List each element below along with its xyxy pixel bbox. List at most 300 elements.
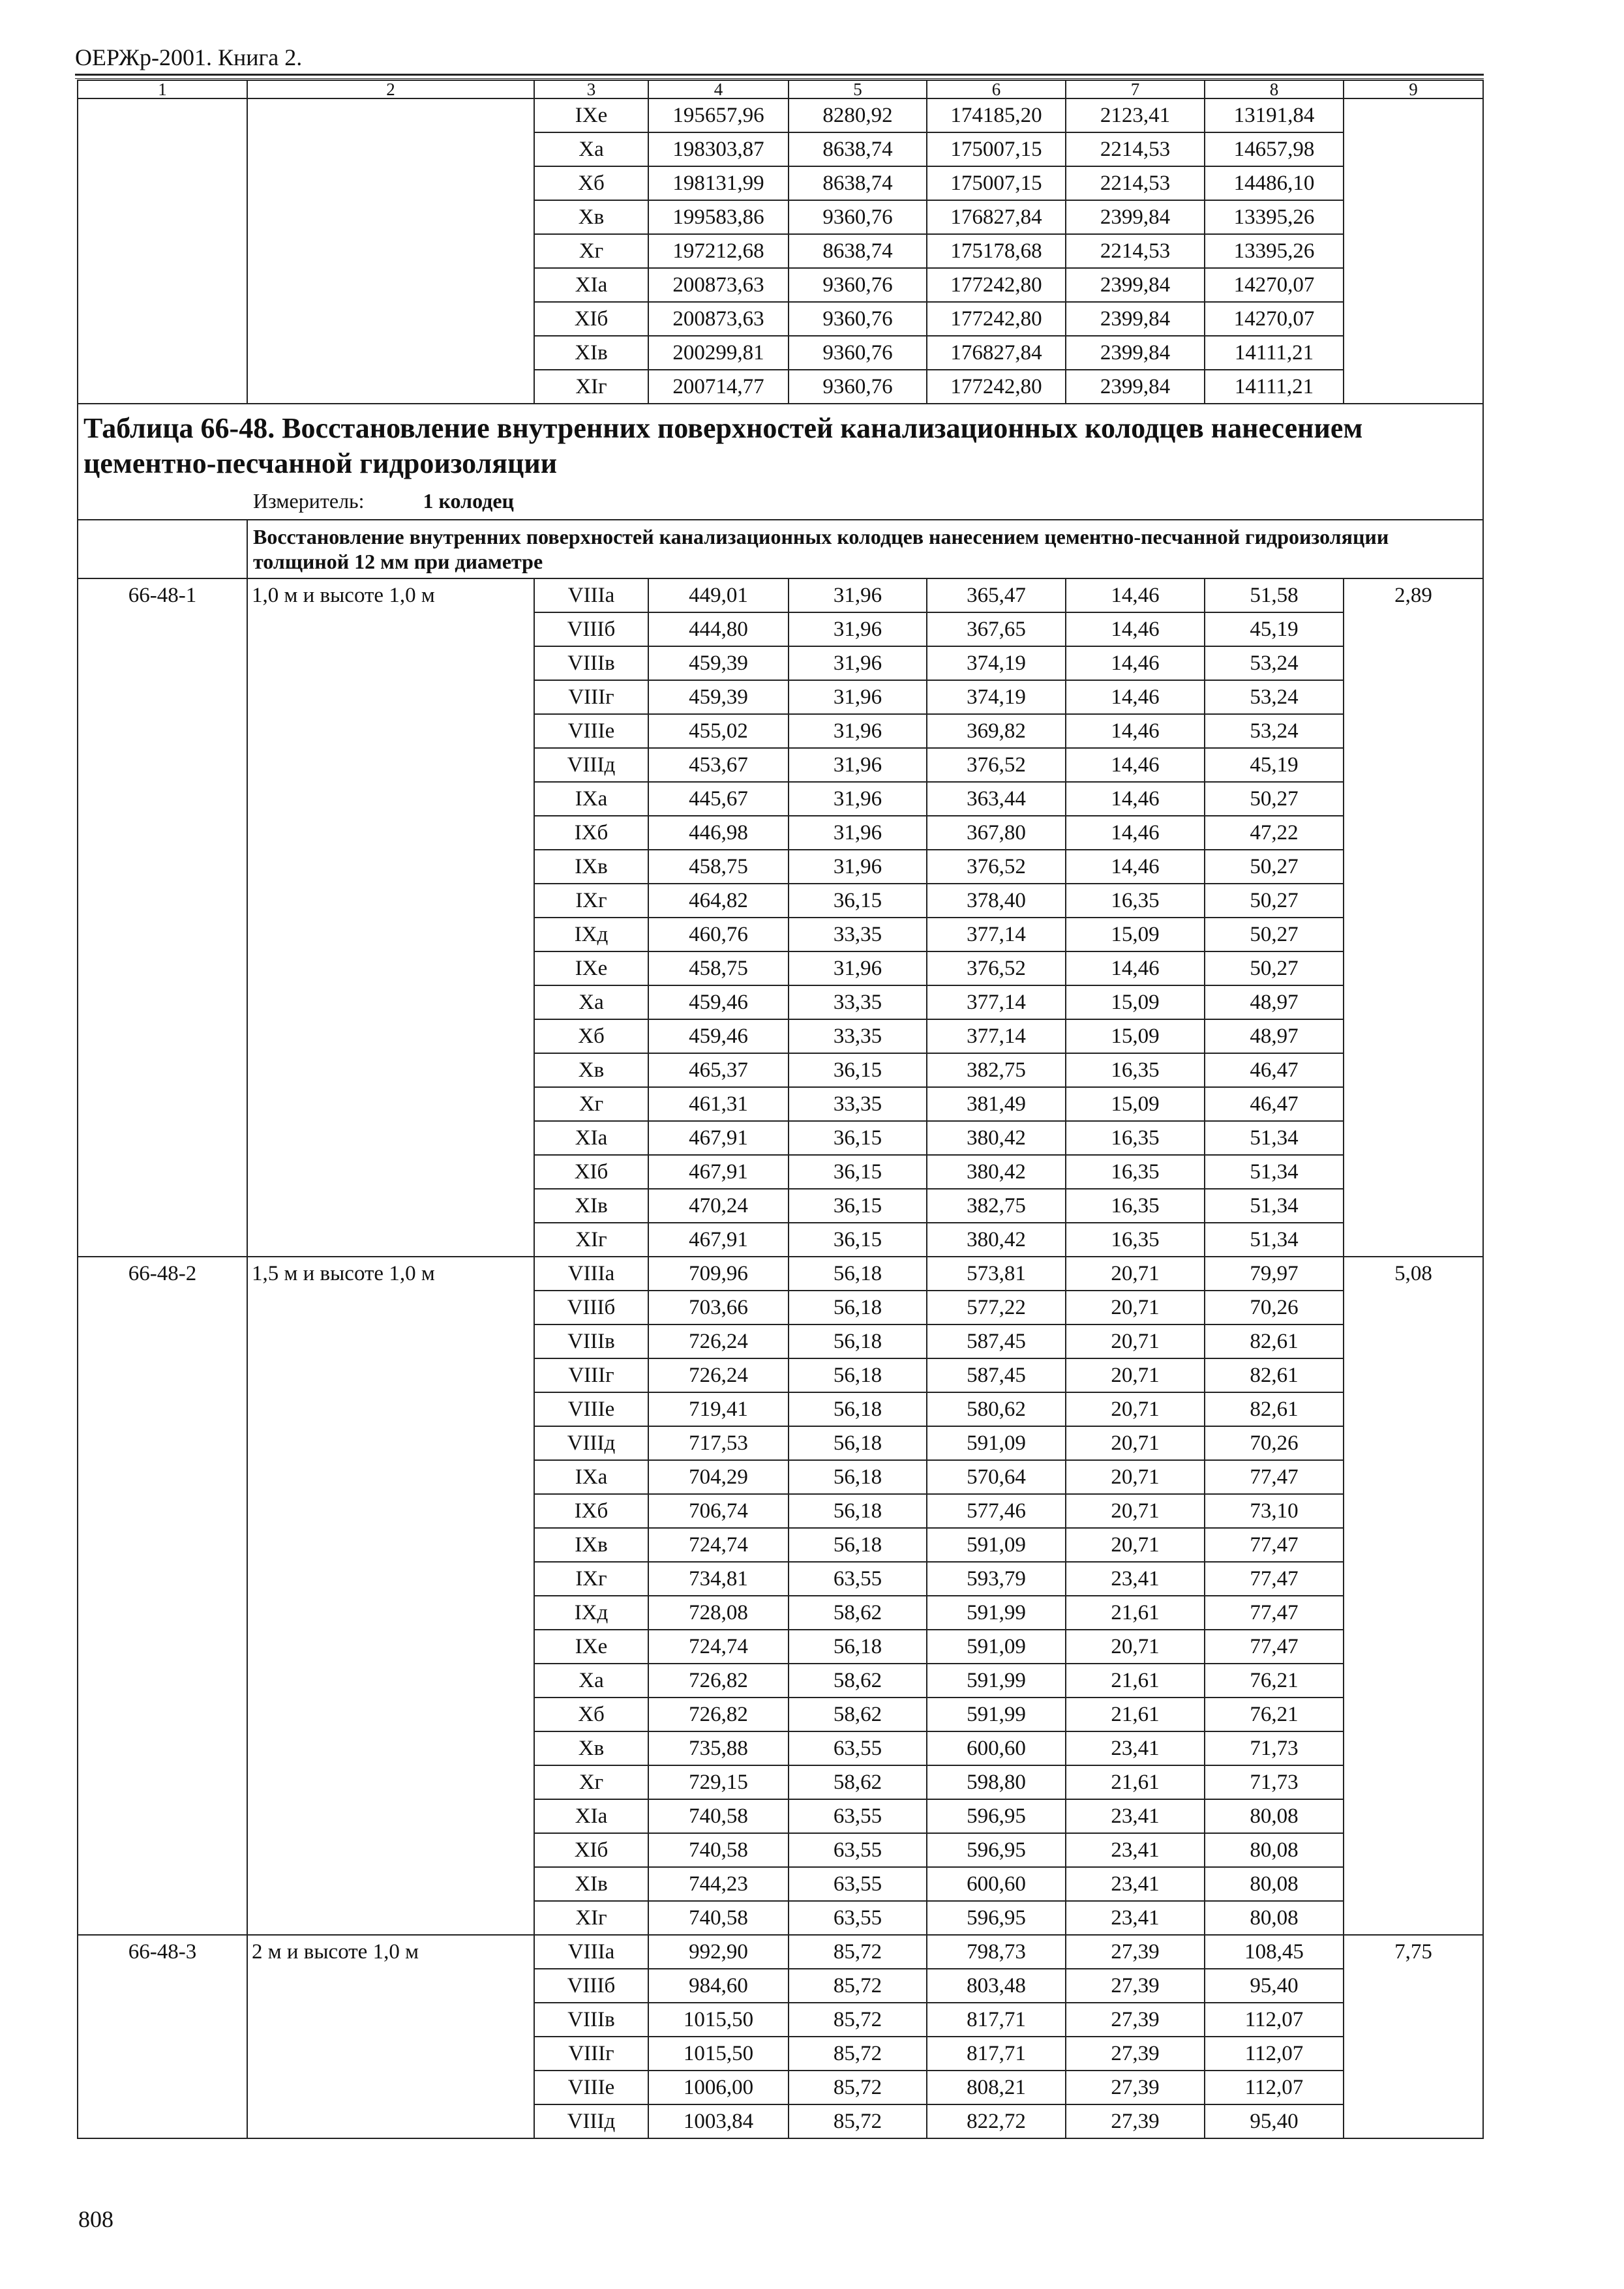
zone-cell: XIг xyxy=(534,1901,648,1935)
value-cell: 822,72 xyxy=(927,2104,1066,2138)
zone-cell: IXе xyxy=(534,1630,648,1664)
value-cell: 458,75 xyxy=(648,951,789,985)
value-cell: 33,35 xyxy=(789,1087,927,1121)
value-cell: 79,97 xyxy=(1205,1257,1344,1291)
value-cell: 200714,77 xyxy=(648,370,789,404)
value-cell: 112,07 xyxy=(1205,2003,1344,2037)
zone-cell: Xв xyxy=(534,1053,648,1087)
zone-cell: VIIIг xyxy=(534,1358,648,1392)
value-cell: 51,34 xyxy=(1205,1189,1344,1223)
zone-cell: XIб xyxy=(534,302,648,336)
zone-cell: VIIIе xyxy=(534,2071,648,2104)
value-cell: 20,71 xyxy=(1066,1324,1205,1358)
zone-cell: Xг xyxy=(534,1087,648,1121)
value-cell: 58,62 xyxy=(789,1765,927,1799)
value-cell: 176827,84 xyxy=(927,336,1066,370)
value-cell: 16,35 xyxy=(1066,1223,1205,1257)
value-cell: 378,40 xyxy=(927,884,1066,918)
value-cell: 70,26 xyxy=(1205,1291,1344,1324)
value-cell: 20,71 xyxy=(1066,1358,1205,1392)
value-cell: 598,80 xyxy=(927,1765,1066,1799)
column-number: 6 xyxy=(927,80,1066,98)
value-cell: 377,14 xyxy=(927,985,1066,1019)
value-cell: 175007,15 xyxy=(927,132,1066,166)
value-cell: 23,41 xyxy=(1066,1867,1205,1901)
value-cell: 459,39 xyxy=(648,680,789,714)
value-cell: 14,46 xyxy=(1066,782,1205,816)
value-cell: 591,99 xyxy=(927,1698,1066,1731)
zone-cell: IXб xyxy=(534,816,648,850)
value-cell: 177242,80 xyxy=(927,268,1066,302)
value-cell: 573,81 xyxy=(927,1257,1066,1291)
value-cell: 27,39 xyxy=(1066,2104,1205,2138)
zone-cell: Xб xyxy=(534,166,648,200)
value-cell: 446,98 xyxy=(648,816,789,850)
value-cell: 2214,53 xyxy=(1066,166,1205,200)
value-cell: 467,91 xyxy=(648,1155,789,1189)
value-cell: 27,39 xyxy=(1066,1935,1205,1969)
rate-code: 66-48-2 xyxy=(78,1257,247,1935)
value-cell: 63,55 xyxy=(789,1799,927,1833)
value-cell: 726,82 xyxy=(648,1664,789,1698)
zone-cell: IXв xyxy=(534,850,648,884)
value-cell: 803,48 xyxy=(927,1969,1066,2003)
value-cell: 27,39 xyxy=(1066,2037,1205,2071)
value-cell: 1003,84 xyxy=(648,2104,789,2138)
value-cell: 21,61 xyxy=(1066,1765,1205,1799)
value-cell: 577,46 xyxy=(927,1494,1066,1528)
value-cell: 459,39 xyxy=(648,646,789,680)
value-cell: 798,73 xyxy=(927,1935,1066,1969)
value-cell: 20,71 xyxy=(1066,1257,1205,1291)
value-cell: 20,71 xyxy=(1066,1630,1205,1664)
column-number: 8 xyxy=(1205,80,1344,98)
value-cell: 51,34 xyxy=(1205,1121,1344,1155)
zone-cell: XIв xyxy=(534,336,648,370)
header-rule-thin xyxy=(75,78,1484,79)
value-cell: 51,34 xyxy=(1205,1155,1344,1189)
value-cell: 56,18 xyxy=(789,1460,927,1494)
value-cell: 82,61 xyxy=(1205,1324,1344,1358)
value-cell: 16,35 xyxy=(1066,884,1205,918)
value-cell: 367,65 xyxy=(927,612,1066,646)
value-cell: 13191,84 xyxy=(1205,98,1344,132)
value-cell: 591,09 xyxy=(927,1630,1066,1664)
value-cell: 591,09 xyxy=(927,1528,1066,1562)
value-cell: 470,24 xyxy=(648,1189,789,1223)
value-cell: 455,02 xyxy=(648,714,789,748)
zone-cell: Xв xyxy=(534,200,648,234)
zone-cell: VIIIб xyxy=(534,1291,648,1324)
value-cell: 175178,68 xyxy=(927,234,1066,268)
rate-code: 66-48-1 xyxy=(78,578,247,1257)
value-cell: 728,08 xyxy=(648,1596,789,1630)
value-cell: 36,15 xyxy=(789,1223,927,1257)
value-cell: 195657,96 xyxy=(648,98,789,132)
value-cell: 817,71 xyxy=(927,2037,1066,2071)
value-cell: 48,97 xyxy=(1205,985,1344,1019)
value-cell: 382,75 xyxy=(927,1189,1066,1223)
value-cell: 726,82 xyxy=(648,1698,789,1731)
labor-total: 7,75 xyxy=(1344,1935,1483,2138)
value-cell: 199583,86 xyxy=(648,200,789,234)
zone-cell: Xа xyxy=(534,1664,648,1698)
labor-total: 2,89 xyxy=(1344,578,1483,1257)
table-row xyxy=(78,1935,1483,1969)
value-cell: 706,74 xyxy=(648,1494,789,1528)
value-cell: 63,55 xyxy=(789,1901,927,1935)
value-cell: 20,71 xyxy=(1066,1291,1205,1324)
value-cell: 63,55 xyxy=(789,1867,927,1901)
value-cell: 53,24 xyxy=(1205,714,1344,748)
value-cell: 14,46 xyxy=(1066,748,1205,782)
zone-cell: VIIIб xyxy=(534,612,648,646)
value-cell: 31,96 xyxy=(789,612,927,646)
zone-cell: IXе xyxy=(534,98,648,132)
value-cell: 31,96 xyxy=(789,816,927,850)
value-cell: 465,37 xyxy=(648,1053,789,1087)
value-cell: 9360,76 xyxy=(789,370,927,404)
column-number: 2 xyxy=(247,80,534,98)
value-cell: 367,80 xyxy=(927,816,1066,850)
zone-cell: VIIIг xyxy=(534,2037,648,2071)
column-number-row xyxy=(78,80,1483,98)
value-cell: 85,72 xyxy=(789,1935,927,1969)
value-cell: 377,14 xyxy=(927,918,1066,951)
column-number: 9 xyxy=(1344,80,1483,98)
value-cell: 20,71 xyxy=(1066,1392,1205,1426)
value-cell: 50,27 xyxy=(1205,782,1344,816)
value-cell: 71,73 xyxy=(1205,1765,1344,1799)
page-number: 808 xyxy=(78,2206,113,2232)
zone-cell: IXв xyxy=(534,1528,648,1562)
value-cell: 703,66 xyxy=(648,1291,789,1324)
zone-cell: Xа xyxy=(534,985,648,1019)
value-cell: 724,74 xyxy=(648,1630,789,1664)
column-number: 4 xyxy=(648,80,789,98)
measure-line xyxy=(83,488,1477,514)
value-cell: 56,18 xyxy=(789,1528,927,1562)
value-cell: 374,19 xyxy=(927,680,1066,714)
value-cell: 51,34 xyxy=(1205,1223,1344,1257)
description-cell xyxy=(247,98,534,404)
value-cell: 50,27 xyxy=(1205,918,1344,951)
value-cell: 381,49 xyxy=(927,1087,1066,1121)
value-cell: 14486,10 xyxy=(1205,166,1344,200)
value-cell: 198303,87 xyxy=(648,132,789,166)
value-cell: 112,07 xyxy=(1205,2037,1344,2071)
value-cell: 31,96 xyxy=(789,782,927,816)
value-cell: 458,75 xyxy=(648,850,789,884)
value-cell: 380,42 xyxy=(927,1121,1066,1155)
value-cell: 16,35 xyxy=(1066,1121,1205,1155)
value-cell: 376,52 xyxy=(927,748,1066,782)
value-cell: 587,45 xyxy=(927,1358,1066,1392)
value-cell: 8280,92 xyxy=(789,98,927,132)
value-cell: 45,19 xyxy=(1205,612,1344,646)
value-cell: 459,46 xyxy=(648,1019,789,1053)
value-cell: 50,27 xyxy=(1205,850,1344,884)
value-cell: 2399,84 xyxy=(1066,370,1205,404)
value-cell: 14657,98 xyxy=(1205,132,1344,166)
value-cell: 31,96 xyxy=(789,748,927,782)
value-cell: 15,09 xyxy=(1066,1019,1205,1053)
value-cell: 82,61 xyxy=(1205,1358,1344,1392)
value-cell: 50,27 xyxy=(1205,951,1344,985)
column-number: 3 xyxy=(534,80,648,98)
value-cell: 77,47 xyxy=(1205,1596,1344,1630)
value-cell: 16,35 xyxy=(1066,1189,1205,1223)
value-cell: 76,21 xyxy=(1205,1664,1344,1698)
value-cell: 363,44 xyxy=(927,782,1066,816)
zone-cell: VIIIг xyxy=(534,680,648,714)
value-cell: 85,72 xyxy=(789,2003,927,2037)
value-cell: 20,71 xyxy=(1066,1528,1205,1562)
value-cell: 36,15 xyxy=(789,884,927,918)
value-cell: 58,62 xyxy=(789,1596,927,1630)
value-cell: 992,90 xyxy=(648,1935,789,1969)
value-cell: 108,45 xyxy=(1205,1935,1344,1969)
zone-cell: VIIIа xyxy=(534,578,648,612)
value-cell: 2123,41 xyxy=(1066,98,1205,132)
value-cell: 198131,99 xyxy=(648,166,789,200)
value-cell: 740,58 xyxy=(648,1833,789,1867)
value-cell: 817,71 xyxy=(927,2003,1066,2037)
code-cell xyxy=(78,98,247,404)
value-cell: 20,71 xyxy=(1066,1460,1205,1494)
value-cell: 63,55 xyxy=(789,1731,927,1765)
value-cell: 20,71 xyxy=(1066,1494,1205,1528)
value-cell: 13395,26 xyxy=(1205,200,1344,234)
value-cell: 31,96 xyxy=(789,578,927,612)
value-cell: 8638,74 xyxy=(789,234,927,268)
zone-cell: Xг xyxy=(534,234,648,268)
value-cell: 14,46 xyxy=(1066,951,1205,985)
value-cell: 33,35 xyxy=(789,985,927,1019)
value-cell: 740,58 xyxy=(648,1901,789,1935)
zone-cell: VIIIд xyxy=(534,1426,648,1460)
value-cell: 16,35 xyxy=(1066,1155,1205,1189)
value-cell: 53,24 xyxy=(1205,680,1344,714)
running-header: ОЕРЖр-2001. Книга 2. xyxy=(75,44,303,70)
value-cell: 56,18 xyxy=(789,1324,927,1358)
column-number: 7 xyxy=(1066,80,1205,98)
table-row xyxy=(78,1257,1483,1291)
zone-cell: VIIIа xyxy=(534,1935,648,1969)
value-cell: 596,95 xyxy=(927,1901,1066,1935)
value-cell: 14,46 xyxy=(1066,612,1205,646)
rate-description: 2 м и высоте 1,0 м xyxy=(247,1935,534,2138)
value-cell: 200873,63 xyxy=(648,268,789,302)
value-cell: 175007,15 xyxy=(927,166,1066,200)
value-cell: 174185,20 xyxy=(927,98,1066,132)
value-cell: 21,61 xyxy=(1066,1698,1205,1731)
value-cell: 58,62 xyxy=(789,1698,927,1731)
value-cell: 9360,76 xyxy=(789,302,927,336)
zone-cell: IXг xyxy=(534,1562,648,1596)
zone-cell: XIв xyxy=(534,1867,648,1901)
value-cell: 9360,76 xyxy=(789,336,927,370)
value-cell: 376,52 xyxy=(927,850,1066,884)
value-cell: 467,91 xyxy=(648,1223,789,1257)
zone-cell: VIIIа xyxy=(534,1257,648,1291)
value-cell: 1006,00 xyxy=(648,2071,789,2104)
value-cell: 63,55 xyxy=(789,1833,927,1867)
column-number: 1 xyxy=(78,80,247,98)
value-cell: 2214,53 xyxy=(1066,234,1205,268)
zone-cell: VIIIе xyxy=(534,1392,648,1426)
rates-table xyxy=(77,80,1484,2139)
value-cell: 56,18 xyxy=(789,1494,927,1528)
value-cell: 13395,26 xyxy=(1205,234,1344,268)
value-cell: 47,22 xyxy=(1205,816,1344,850)
value-cell: 200299,81 xyxy=(648,336,789,370)
zone-cell: VIIIд xyxy=(534,748,648,782)
value-cell: 31,96 xyxy=(789,714,927,748)
value-cell: 984,60 xyxy=(648,1969,789,2003)
value-cell: 8638,74 xyxy=(789,132,927,166)
header-rule xyxy=(75,74,1484,76)
zone-cell: XIа xyxy=(534,268,648,302)
total-cell xyxy=(1344,98,1483,404)
table-title-cell xyxy=(78,404,1483,520)
value-cell: 382,75 xyxy=(927,1053,1066,1087)
value-cell: 14111,21 xyxy=(1205,370,1344,404)
value-cell: 740,58 xyxy=(648,1799,789,1833)
value-cell: 9360,76 xyxy=(789,200,927,234)
value-cell: 176827,84 xyxy=(927,200,1066,234)
value-cell: 200873,63 xyxy=(648,302,789,336)
value-cell: 726,24 xyxy=(648,1324,789,1358)
subheading-row xyxy=(78,520,1483,578)
value-cell: 63,55 xyxy=(789,1562,927,1596)
value-cell: 365,47 xyxy=(927,578,1066,612)
value-cell: 591,99 xyxy=(927,1596,1066,1630)
value-cell: 177242,80 xyxy=(927,370,1066,404)
value-cell: 380,42 xyxy=(927,1155,1066,1189)
value-cell: 2399,84 xyxy=(1066,268,1205,302)
value-cell: 85,72 xyxy=(789,1969,927,2003)
value-cell: 600,60 xyxy=(927,1867,1066,1901)
value-cell: 80,08 xyxy=(1205,1833,1344,1867)
value-cell: 587,45 xyxy=(927,1324,1066,1358)
table-title: Таблица 66-48. Восстановление внутренних поверхностей канализационных колодцев нанесением цементно-песчанной гидроизоляции xyxy=(83,412,1363,479)
value-cell: 27,39 xyxy=(1066,1969,1205,2003)
value-cell: 33,35 xyxy=(789,1019,927,1053)
value-cell: 23,41 xyxy=(1066,1562,1205,1596)
value-cell: 85,72 xyxy=(789,2104,927,2138)
value-cell: 580,62 xyxy=(927,1392,1066,1426)
value-cell: 724,74 xyxy=(648,1528,789,1562)
value-cell: 14,46 xyxy=(1066,816,1205,850)
value-cell: 21,61 xyxy=(1066,1664,1205,1698)
value-cell: 9360,76 xyxy=(789,268,927,302)
zone-cell: Xа xyxy=(534,132,648,166)
value-cell: 14111,21 xyxy=(1205,336,1344,370)
zone-cell: VIIIб xyxy=(534,1969,648,2003)
value-cell: 53,24 xyxy=(1205,646,1344,680)
value-cell: 31,96 xyxy=(789,646,927,680)
zone-cell: XIа xyxy=(534,1799,648,1833)
value-cell: 16,35 xyxy=(1066,1053,1205,1087)
value-cell: 21,61 xyxy=(1066,1596,1205,1630)
value-cell: 14,46 xyxy=(1066,680,1205,714)
value-cell: 85,72 xyxy=(789,2037,927,2071)
value-cell: 71,73 xyxy=(1205,1731,1344,1765)
value-cell: 445,67 xyxy=(648,782,789,816)
zone-cell: XIг xyxy=(534,370,648,404)
value-cell: 2399,84 xyxy=(1066,302,1205,336)
value-cell: 56,18 xyxy=(789,1426,927,1460)
value-cell: 36,15 xyxy=(789,1189,927,1223)
value-cell: 591,99 xyxy=(927,1664,1066,1698)
value-cell: 31,96 xyxy=(789,951,927,985)
value-cell: 177242,80 xyxy=(927,302,1066,336)
value-cell: 14270,07 xyxy=(1205,302,1344,336)
value-cell: 77,47 xyxy=(1205,1528,1344,1562)
value-cell: 2214,53 xyxy=(1066,132,1205,166)
value-cell: 80,08 xyxy=(1205,1799,1344,1833)
value-cell: 15,09 xyxy=(1066,985,1205,1019)
value-cell: 2399,84 xyxy=(1066,336,1205,370)
value-cell: 23,41 xyxy=(1066,1799,1205,1833)
value-cell: 58,62 xyxy=(789,1664,927,1698)
zone-cell: IXд xyxy=(534,1596,648,1630)
zone-cell: Xб xyxy=(534,1698,648,1731)
value-cell: 70,26 xyxy=(1205,1426,1344,1460)
rate-code: 66-48-3 xyxy=(78,1935,247,2138)
value-cell: 95,40 xyxy=(1205,1969,1344,2003)
value-cell: 380,42 xyxy=(927,1223,1066,1257)
value-cell: 56,18 xyxy=(789,1630,927,1664)
value-cell: 56,18 xyxy=(789,1358,927,1392)
value-cell: 112,07 xyxy=(1205,2071,1344,2104)
zone-cell: IXа xyxy=(534,782,648,816)
zone-cell: VIIIв xyxy=(534,1324,648,1358)
table-row xyxy=(78,578,1483,612)
zone-cell: XIв xyxy=(534,1189,648,1223)
value-cell: 36,15 xyxy=(789,1155,927,1189)
value-cell: 77,47 xyxy=(1205,1630,1344,1664)
blank-cell xyxy=(78,520,247,578)
value-cell: 56,18 xyxy=(789,1291,927,1324)
value-cell: 85,72 xyxy=(789,2071,927,2104)
table-title-row xyxy=(78,404,1483,520)
zone-cell: VIIIв xyxy=(534,646,648,680)
value-cell: 596,95 xyxy=(927,1833,1066,1867)
zone-cell: XIб xyxy=(534,1155,648,1189)
column-number: 5 xyxy=(789,80,927,98)
value-cell: 570,64 xyxy=(927,1460,1066,1494)
value-cell: 80,08 xyxy=(1205,1901,1344,1935)
zone-cell: IXб xyxy=(534,1494,648,1528)
zone-cell: VIIIе xyxy=(534,714,648,748)
value-cell: 464,82 xyxy=(648,884,789,918)
value-cell: 197212,68 xyxy=(648,234,789,268)
value-cell: 46,47 xyxy=(1205,1087,1344,1121)
value-cell: 704,29 xyxy=(648,1460,789,1494)
value-cell: 449,01 xyxy=(648,578,789,612)
value-cell: 14,46 xyxy=(1066,714,1205,748)
zone-cell: VIIIд xyxy=(534,2104,648,2138)
value-cell: 80,08 xyxy=(1205,1867,1344,1901)
value-cell: 36,15 xyxy=(789,1053,927,1087)
value-cell: 56,18 xyxy=(789,1257,927,1291)
value-cell: 56,18 xyxy=(789,1392,927,1426)
value-cell: 735,88 xyxy=(648,1731,789,1765)
value-cell: 31,96 xyxy=(789,850,927,884)
zone-cell: Xв xyxy=(534,1731,648,1765)
